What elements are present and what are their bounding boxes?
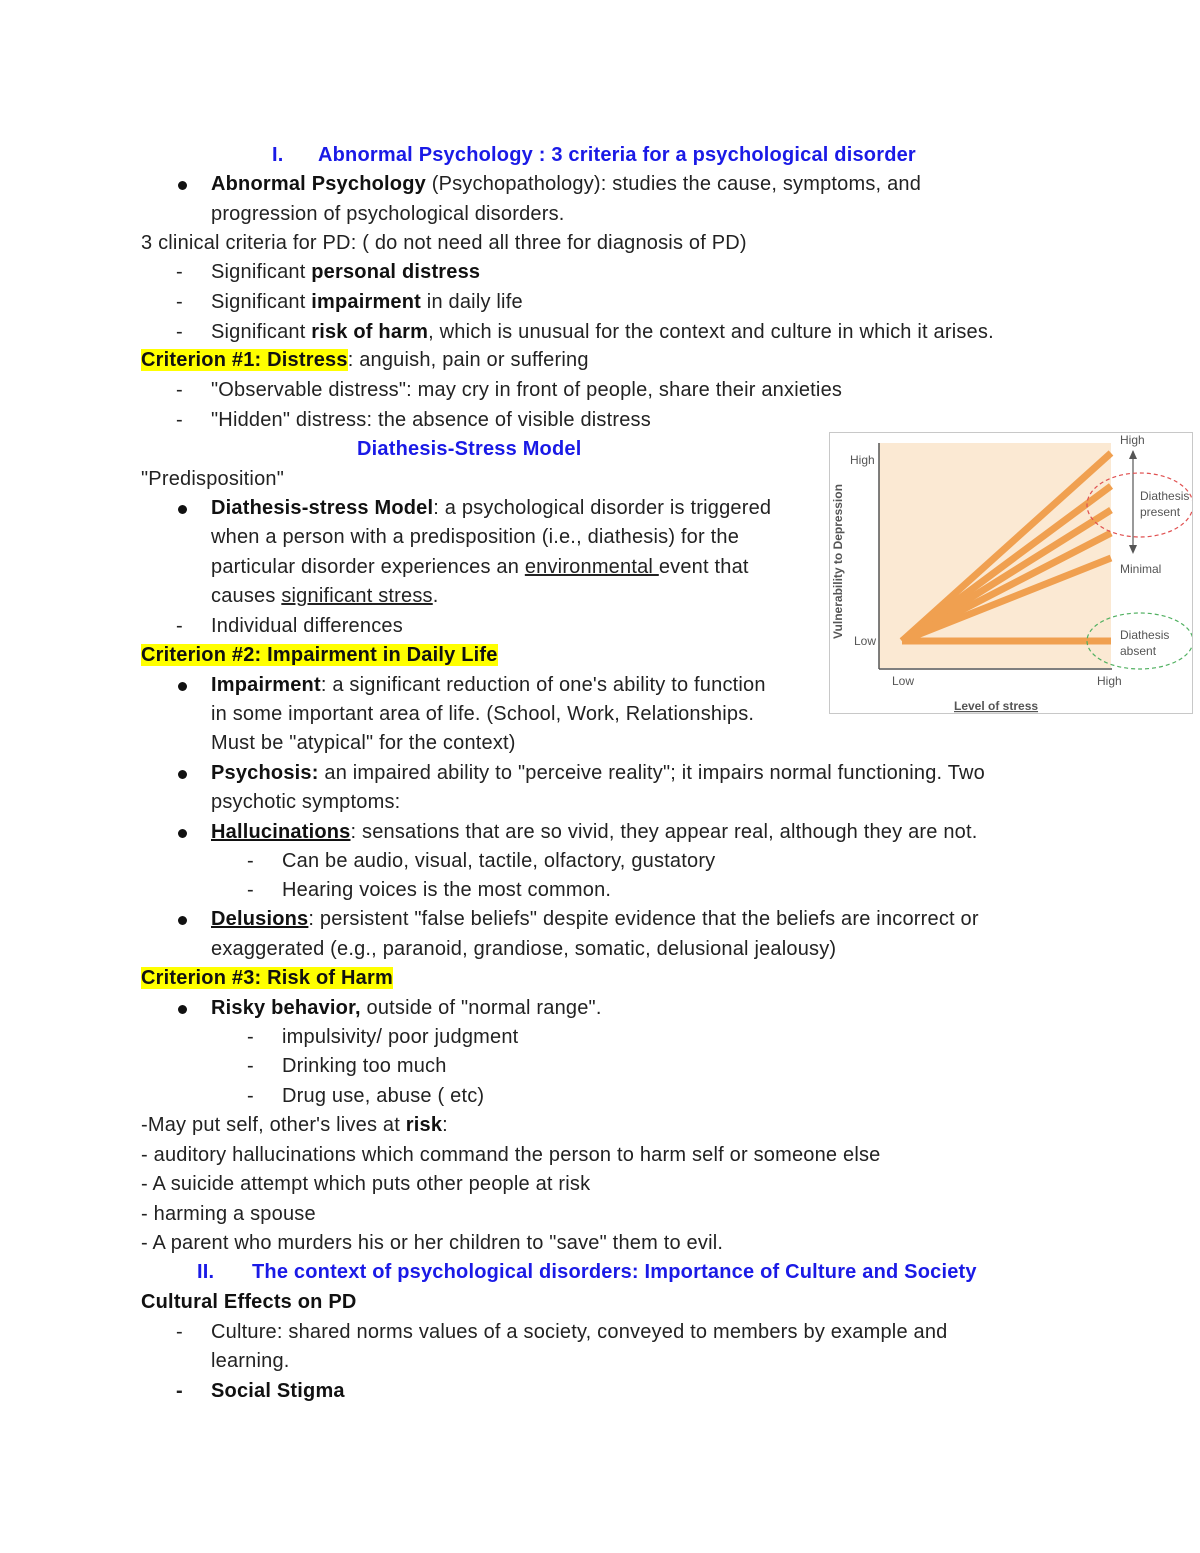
risk-item: Drug use, abuse ( etc) [282, 1085, 485, 1107]
underlined-text: environmental [524, 556, 659, 578]
abnormal-psych-definition-cont: progression of psychological disorders. [211, 203, 565, 225]
underlined-text: significant stress [281, 585, 433, 607]
text: : anguish, pain or suffering [347, 349, 589, 371]
term: Risky behavior, [211, 997, 361, 1019]
criteria-intro: 3 clinical criteria for PD: ( do not need all three for diagnosis of PD) [141, 232, 747, 254]
culture-definition: Culture: shared norms values of a society, conveyed to members by example and [211, 1321, 948, 1343]
term: Hallucinations [211, 821, 351, 843]
dash-marker: - [247, 1026, 254, 1048]
section-1-title: Abnormal Psychology : 3 criteria for a psychological disorder [318, 144, 916, 166]
risk-item: impulsivity/ poor judgment [282, 1026, 519, 1048]
term: Delusions [211, 908, 309, 930]
diathesis-stress-figure [829, 432, 1193, 714]
text: outside of "normal range". [360, 997, 602, 1019]
term: impairment [311, 291, 422, 313]
term: Psychosis: [211, 762, 319, 784]
risk-example: - auditory hallucinations which command the person to harm self or someone else [141, 1144, 881, 1166]
text: Significant [211, 321, 312, 343]
risk-example: - harming a spouse [141, 1203, 316, 1225]
diathesis-absent-label: Diathesis [1120, 628, 1170, 642]
term: Abnormal Psychology [211, 173, 426, 195]
lives-at-risk [141, 1113, 448, 1137]
text: (Psychopathology): studies the cause, symptoms, and [425, 173, 922, 195]
criteria-item [211, 320, 994, 344]
dash-marker: - [176, 321, 183, 343]
risk-example: - A parent who murders his or her children to "save" them to evil. [141, 1232, 724, 1254]
bullet-icon [178, 682, 187, 691]
text: an impaired ability to "perceive reality"; it impairs normal functioning. Two [318, 762, 985, 784]
y-axis-label: Vulnerability to Depression [831, 484, 845, 639]
psychosis-definition [211, 761, 985, 785]
delusions-definition [211, 907, 979, 931]
criterion-3-line [141, 966, 393, 990]
right-minimal-label: Minimal [1120, 562, 1162, 576]
right-high-label: High [1120, 433, 1145, 447]
criterion-2-line [141, 643, 498, 667]
criterion-3-label: Criterion #3: Risk of Harm [141, 967, 393, 989]
impairment-definition-cont: Must be "atypical" for the context) [211, 732, 516, 754]
risk-example: - A suicide attempt which puts other people at risk [141, 1173, 591, 1195]
text: . [432, 585, 439, 607]
hallucination-item: Hearing voices is the most common. [282, 879, 612, 901]
criteria-item [211, 260, 480, 284]
dash-marker: - [247, 1055, 254, 1077]
criteria-item [211, 290, 523, 314]
diathesis-definition-cont: when a person with a predisposition (i.e., diathesis) for the [211, 526, 740, 548]
distress-item: "Hidden" distress: the absence of visible distress [211, 409, 651, 431]
text: causes [211, 585, 282, 607]
term: risk [405, 1114, 443, 1136]
distress-item: "Observable distress": may cry in front of people, share their anxieties [211, 379, 843, 401]
diathesis-present-label: Diathesis [1140, 489, 1190, 503]
x-axis-label: Level of stress [954, 699, 1039, 713]
dash-marker: - [176, 291, 183, 313]
culture-definition-cont: learning. [211, 1350, 290, 1372]
dash-marker: - [176, 409, 183, 431]
text: : sensations that are so vivid, they appear real, although they are not. [350, 821, 978, 843]
bullet-icon [178, 505, 187, 514]
y-low-label: Low [854, 634, 877, 648]
dash-marker: - [176, 1321, 183, 1343]
criterion-2-label: Criterion #2: Impairment in Daily Life [141, 644, 498, 666]
bullet-icon [178, 829, 187, 838]
criterion-1-label: Criterion #1: Distress [141, 349, 348, 371]
bullet-icon [178, 770, 187, 779]
text: particular disorder experiences an [211, 556, 525, 578]
text: : persistent "false beliefs" despite evidence that the beliefs are incorrect or [308, 908, 979, 930]
social-stigma: Social Stigma [211, 1380, 345, 1402]
bullet-icon [178, 916, 187, 925]
cultural-effects-heading: Cultural Effects on PD [141, 1291, 357, 1313]
delusions-definition-cont: exaggerated (e.g., paranoid, grandiose, somatic, delusional jealousy) [211, 938, 837, 960]
text: Significant [211, 261, 312, 283]
risky-behavior [211, 996, 602, 1020]
term: Diathesis-stress Model [211, 497, 434, 519]
risk-item: Drinking too much [282, 1055, 447, 1077]
dash-marker: - [247, 1085, 254, 1107]
dash-marker: - [247, 879, 254, 901]
bullet-icon [178, 181, 187, 190]
term: personal distress [311, 261, 481, 283]
diathesis-absent-label: absent [1120, 644, 1157, 658]
term: Impairment [211, 674, 321, 696]
diathesis-present-label: present [1140, 505, 1181, 519]
text: event that [658, 556, 749, 578]
text: -May put self, other's lives at [141, 1114, 406, 1136]
abnormal-psych-definition [211, 172, 921, 196]
diathesis-definition-cont [211, 555, 749, 579]
criterion-1-line [141, 348, 589, 372]
bullet-icon [178, 1005, 187, 1014]
arrow-down-icon [1129, 545, 1137, 554]
dash-marker: - [176, 261, 183, 283]
hallucination-item: Can be audio, visual, tactile, olfactory, gustatory [282, 850, 716, 872]
diathesis-heading: Diathesis-Stress Model [357, 438, 582, 460]
term: risk of harm [311, 321, 429, 343]
predisposition-label: "Predisposition" [141, 468, 285, 490]
section-1-numeral: I. [272, 144, 284, 166]
text: : [442, 1114, 448, 1136]
dash-marker: - [247, 850, 254, 872]
diathesis-stress-svg [830, 433, 1192, 713]
section-2-numeral: II. [197, 1261, 215, 1283]
diathesis-definition-cont [211, 584, 439, 608]
text: Significant [211, 291, 312, 313]
text: : a psychological disorder is triggered [433, 497, 772, 519]
section-2-title: The context of psychological disorders: Importance of Culture and Society [252, 1261, 977, 1283]
y-high-label: High [850, 453, 875, 467]
impairment-definition [211, 673, 766, 697]
x-high-label: High [1097, 674, 1122, 688]
impairment-definition-cont: in some important area of life. (School, Work, Relationships. [211, 703, 755, 725]
dash-marker: - [176, 379, 183, 401]
text: : a significant reduction of one's ability to function [320, 674, 766, 696]
hallucinations-definition [211, 820, 978, 844]
text: in daily life [421, 291, 523, 313]
text: , which is unusual for the context and culture in which it arises. [428, 321, 994, 343]
arrow-up-icon [1129, 450, 1137, 459]
diathesis-definition [211, 496, 771, 520]
dash-marker: - [176, 1380, 183, 1402]
dash-marker: - [176, 615, 183, 637]
individual-differences: Individual differences [211, 615, 403, 637]
psychosis-definition-cont: psychotic symptoms: [211, 791, 401, 813]
x-low-label: Low [892, 674, 915, 688]
